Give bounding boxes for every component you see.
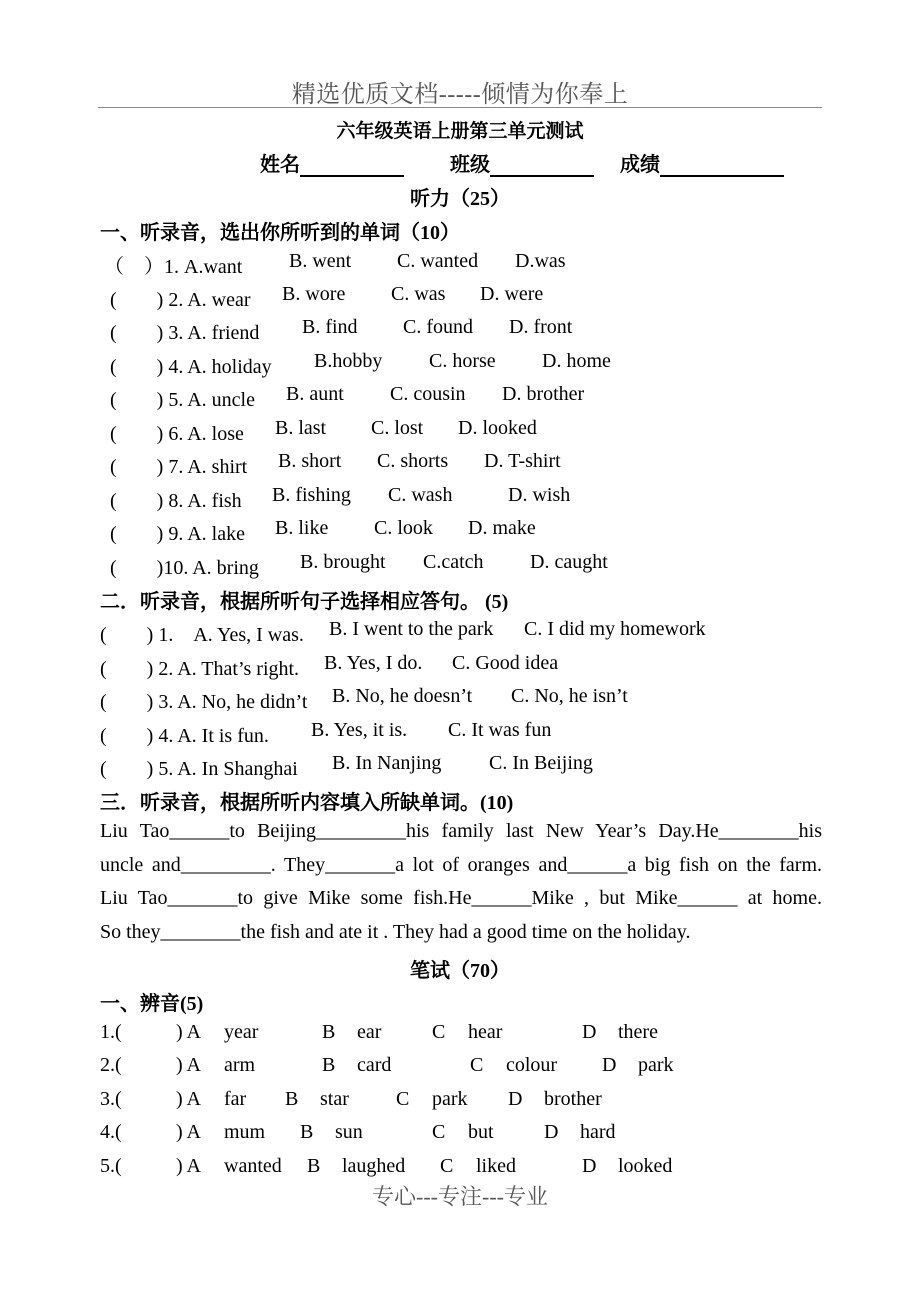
option-b: B. No, he doesn’t [332, 685, 473, 707]
option-a: arm [224, 1054, 256, 1076]
option-a: wanted [224, 1155, 282, 1177]
option-c-label: C [432, 1121, 446, 1143]
passage-line: Liu Tao______to Beijing_________his family last New Year’s Day.He________his [100, 820, 822, 842]
item-stem[interactable]: ( ) 2. A. That’s right. [100, 658, 300, 680]
item-number[interactable]: 4.( [100, 1121, 122, 1143]
option-d: park [638, 1054, 674, 1076]
option-b-label: B [307, 1155, 321, 1177]
passage-line: Liu Tao_______to give Mike some fish.He______Mike , but Mike______ at home. [100, 887, 822, 909]
option-c: park [432, 1088, 468, 1110]
option-c-label: C [432, 1021, 446, 1043]
option-d: D. front [509, 316, 573, 338]
page-header: 精选优质文档-----倾情为你奉上 [291, 82, 629, 108]
option-c: C. cousin [390, 383, 466, 405]
option-c: C. was [391, 283, 446, 305]
option-c: C. found [403, 316, 473, 338]
item-stem[interactable]: ( ) 6. A. lose [110, 423, 244, 445]
option-c: hear [468, 1021, 503, 1043]
option-d: D. make [468, 517, 536, 539]
part1-heading: 一、听录音，选出你所听到的单词（10） [100, 222, 460, 244]
option-b: B. went [289, 250, 352, 272]
name-blank[interactable] [300, 153, 404, 177]
option-d-label: D [602, 1054, 617, 1076]
fill-in-passage[interactable] [100, 815, 822, 949]
part2-heading: 二．听录音，根据所听句子选择相应答句。 (5) [100, 591, 509, 613]
option-c: C. No, he isn’t [511, 685, 628, 707]
option-d: D. wish [508, 484, 571, 506]
option-d-label: D [544, 1121, 559, 1143]
option-a-label: ) A [176, 1155, 201, 1177]
class-field[interactable] [450, 148, 594, 177]
item-stem[interactable]: ( ) 4. A. holiday [110, 356, 272, 378]
option-d: there [618, 1021, 658, 1043]
option-b-label: B [322, 1054, 336, 1076]
option-b: B. aunt [286, 383, 344, 405]
option-c-label: C [396, 1088, 410, 1110]
page-footer: 专心---专注---专业 [372, 1184, 548, 1209]
item-stem[interactable]: ( ) 3. A. No, he didn’t [100, 691, 308, 713]
header-divider [98, 107, 822, 108]
option-d: D. caught [530, 551, 608, 573]
option-b: ear [357, 1021, 382, 1043]
option-a-label: ) A [176, 1088, 201, 1110]
option-d-label: D [508, 1088, 523, 1110]
class-label: 班级 [450, 154, 490, 176]
option-c: C. Good idea [452, 652, 559, 674]
option-a-label: ) A [176, 1121, 201, 1143]
option-a: far [224, 1088, 247, 1110]
option-c: C. In Beijing [489, 752, 593, 774]
passage-line: So they________the fish and ate it . They had a good time on the holiday. [100, 920, 691, 943]
option-b: sun [335, 1121, 363, 1143]
item-stem[interactable]: ( ) 3. A. friend [110, 322, 260, 344]
item-stem[interactable]: ( ) 5. A. In Shanghai [100, 758, 298, 780]
item-number[interactable]: 5.( [100, 1155, 122, 1177]
option-c-label: C [470, 1054, 484, 1076]
name-label: 姓名 [260, 154, 300, 176]
option-b: B. like [275, 517, 329, 539]
option-b: B. In Nanjing [332, 752, 442, 774]
option-d: looked [618, 1155, 673, 1177]
class-blank[interactable] [490, 153, 594, 177]
listening-heading: 听力（25） [410, 188, 510, 210]
option-c: C. shorts [377, 450, 449, 472]
option-d-label: D [582, 1021, 597, 1043]
option-d: D. home [542, 350, 611, 372]
item-stem[interactable]: ( ) 4. A. It is fun. [100, 725, 269, 747]
option-b: B. Yes, I do. [324, 652, 423, 674]
option-a: mum [224, 1121, 266, 1143]
option-c: liked [476, 1155, 516, 1177]
option-a: year [224, 1021, 259, 1043]
option-b-label: B [285, 1088, 299, 1110]
score-label: 成绩 [620, 154, 660, 176]
option-c: C.catch [423, 551, 484, 573]
item-number[interactable]: 3.( [100, 1088, 122, 1110]
option-b: B. Yes, it is. [311, 719, 408, 741]
option-d: brother [544, 1088, 602, 1110]
written-heading: 笔试（70） [410, 960, 510, 982]
option-d: hard [580, 1121, 616, 1143]
score-blank[interactable] [660, 153, 784, 177]
option-c: but [468, 1121, 494, 1143]
item-stem[interactable]: ( ) 2. A. wear [110, 289, 251, 311]
option-b: star [320, 1088, 349, 1110]
option-b: B. find [302, 316, 358, 338]
option-b-label: B [322, 1021, 336, 1043]
option-c: C. It was fun [448, 719, 552, 741]
name-field[interactable] [260, 148, 404, 177]
option-b: B. short [278, 450, 342, 472]
option-d: D. brother [502, 383, 585, 405]
option-c: C. horse [429, 350, 496, 372]
item-number[interactable]: 1.( [100, 1021, 122, 1043]
option-b-label: B [300, 1121, 314, 1143]
option-d: D. looked [458, 417, 537, 439]
option-d: D.was [515, 250, 566, 272]
item-stem[interactable]: ( ) 5. A. uncle [110, 389, 255, 411]
option-b: B. last [275, 417, 327, 439]
score-field[interactable] [620, 148, 784, 177]
item-stem[interactable]: ( ) 7. A. shirt [110, 456, 248, 478]
part4-heading: 一、辨音(5) [100, 993, 204, 1015]
option-c: C. wash [388, 484, 453, 506]
option-a-label: ) A [176, 1021, 201, 1043]
option-b: laughed [342, 1155, 406, 1177]
option-c: colour [506, 1054, 558, 1076]
option-d-label: D [582, 1155, 597, 1177]
option-b: B. wore [282, 283, 346, 305]
option-c-label: C [440, 1155, 454, 1177]
passage-line: uncle and_________. They_______a lot of oranges and______a big fish on the farm. [100, 853, 822, 876]
option-c: C. wanted [397, 250, 479, 272]
option-b: B. brought [300, 551, 386, 573]
item-stem[interactable]: ( )10. A. bring [110, 557, 259, 579]
option-a-label: ) A [176, 1054, 201, 1076]
option-b: B. fishing [272, 484, 351, 506]
test-title: 六年级英语上册第三单元测试 [336, 121, 584, 142]
item-stem[interactable]: ( ) 9. A. lake [110, 523, 245, 545]
option-d: D. were [480, 283, 544, 305]
option-b: card [357, 1054, 392, 1076]
option-b: B.hobby [314, 350, 383, 372]
option-c: C. look [374, 517, 433, 539]
item-stem[interactable]: ( ) 1. A. Yes, I was. [100, 624, 304, 646]
part3-heading: 三．听录音，根据所听内容填入所缺单词。(10) [100, 792, 514, 814]
option-b: B. I went to the park [329, 618, 494, 640]
item-stem[interactable]: ( ) 8. A. fish [110, 490, 242, 512]
item-stem[interactable]: （ ）1. A.want [104, 256, 243, 278]
item-number[interactable]: 2.( [100, 1054, 122, 1076]
option-d: D. T-shirt [484, 450, 561, 472]
option-c: C. I did my homework [524, 618, 706, 640]
option-c: C. lost [371, 417, 424, 439]
